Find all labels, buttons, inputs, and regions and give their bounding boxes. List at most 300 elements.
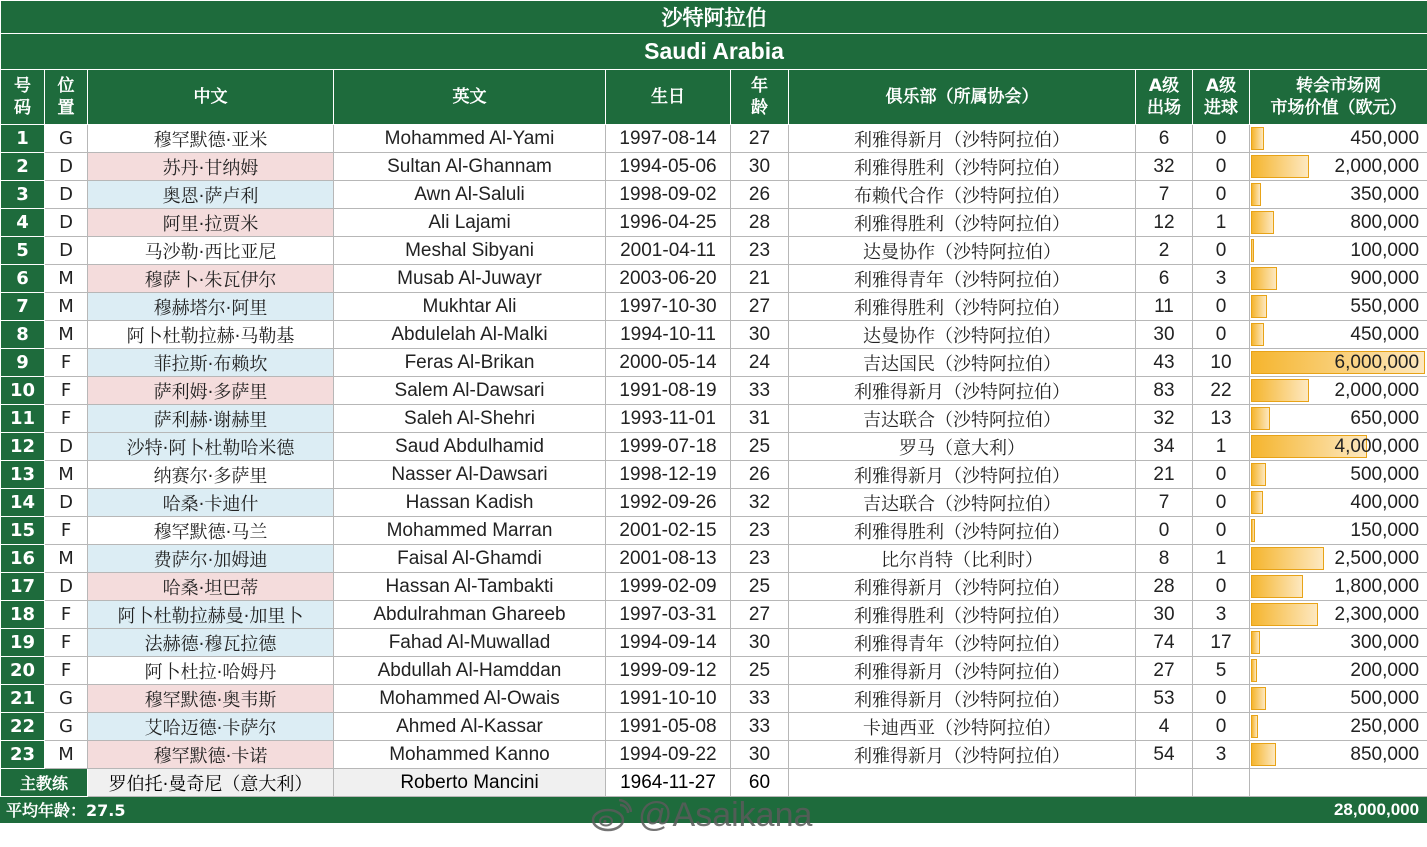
player-name-cn: 穆罕默德·奥韦斯 [88,685,334,713]
player-age: 33 [731,377,789,405]
player-market-value [1250,293,1427,321]
market-value-bar [1251,547,1324,570]
player-name-cn: 阿卜杜勒拉赫曼·加里卜 [88,601,334,629]
player-caps: 2 [1136,237,1193,265]
player-row [1,293,1427,321]
player-position: D [45,237,88,265]
header-market-value-line2: 市场价值（欧元） [1270,98,1407,118]
market-value-text: 400,000 [1350,491,1420,513]
player-caps: 53 [1136,685,1193,713]
coach-name-en: Roberto Mancini [334,769,606,797]
player-club: 利雅得新月（沙特阿拉伯） [789,573,1136,601]
player-row [1,713,1427,741]
player-row [1,209,1427,237]
player-age: 23 [731,517,789,545]
coach-empty-cell [1193,769,1250,797]
market-value-bar [1251,239,1254,262]
player-market-value [1250,237,1427,265]
market-value-bar [1251,491,1263,514]
player-club: 利雅得新月（沙特阿拉伯） [789,125,1136,153]
player-number: 22 [1,713,45,741]
player-birthdate: 1994-09-14 [606,629,731,657]
player-goals: 0 [1193,713,1250,741]
player-name-cn: 费萨尔·加姆迪 [88,545,334,573]
player-market-value [1250,265,1427,293]
player-name-en: Abdulelah Al-Malki [334,321,606,349]
player-age: 30 [731,629,789,657]
player-goals: 1 [1193,433,1250,461]
player-age: 33 [731,685,789,713]
player-goals: 10 [1193,349,1250,377]
player-goals: 17 [1193,629,1250,657]
player-age: 28 [731,209,789,237]
header-number: 号码 [1,70,45,125]
player-caps: 32 [1136,153,1193,181]
player-birthdate: 1998-12-19 [606,461,731,489]
title-row-cn [1,1,1427,34]
player-row [1,405,1427,433]
player-club: 利雅得青年（沙特阿拉伯） [789,265,1136,293]
player-birthdate: 1991-08-19 [606,377,731,405]
player-age: 27 [731,293,789,321]
player-position: D [45,489,88,517]
player-name-cn: 纳赛尔·多萨里 [88,461,334,489]
player-club: 吉达联合（沙特阿拉伯） [789,405,1136,433]
player-birthdate: 1994-05-06 [606,153,731,181]
player-number: 13 [1,461,45,489]
player-position: M [45,265,88,293]
player-market-value [1250,489,1427,517]
market-value-bar [1251,407,1270,430]
player-age: 30 [731,321,789,349]
player-birthdate: 2001-02-15 [606,517,731,545]
player-position: G [45,713,88,741]
player-club: 利雅得胜利（沙特阿拉伯） [789,153,1136,181]
player-position: F [45,601,88,629]
player-goals: 3 [1193,741,1250,769]
player-age: 23 [731,545,789,573]
coach-empty-cell [789,769,1136,797]
market-value-text: 100,000 [1350,239,1420,261]
player-name-en: Awn Al-Saluli [334,181,606,209]
player-age: 30 [731,741,789,769]
market-value-text: 2,000,000 [1334,155,1420,177]
player-row [1,265,1427,293]
player-goals: 0 [1193,517,1250,545]
player-name-cn: 阿里·拉贾米 [88,209,334,237]
player-birthdate: 1999-02-09 [606,573,731,601]
average-age: 平均年龄：27.5 [1,797,731,823]
player-name-cn: 沙特·阿卜杜勒哈米德 [88,433,334,461]
player-club: 利雅得胜利（沙特阿拉伯） [789,517,1136,545]
player-market-value [1250,629,1427,657]
player-position: M [45,741,88,769]
player-goals: 5 [1193,657,1250,685]
player-position: M [45,321,88,349]
player-row [1,461,1427,489]
player-caps: 4 [1136,713,1193,741]
player-row [1,517,1427,545]
player-birthdate: 1997-08-14 [606,125,731,153]
player-name-cn: 苏丹·甘纳姆 [88,153,334,181]
player-caps: 54 [1136,741,1193,769]
player-name-cn: 奥恩·萨卢利 [88,181,334,209]
player-age: 31 [731,405,789,433]
player-caps: 34 [1136,433,1193,461]
player-number: 23 [1,741,45,769]
player-name-cn: 萨利姆·多萨里 [88,377,334,405]
player-birthdate: 1992-09-26 [606,489,731,517]
player-name-en: Ali Lajami [334,209,606,237]
player-caps: 0 [1136,517,1193,545]
header-goals: A级进球 [1193,70,1250,125]
player-name-cn: 穆罕默德·亚米 [88,125,334,153]
coach-name-cn: 罗伯托·曼奇尼（意大利） [88,769,334,797]
player-birthdate: 1994-09-22 [606,741,731,769]
player-caps: 8 [1136,545,1193,573]
player-market-value [1250,321,1427,349]
player-name-cn: 哈桑·坦巴蒂 [88,573,334,601]
player-name-cn: 阿卜杜拉·哈姆丹 [88,657,334,685]
player-birthdate: 1997-03-31 [606,601,731,629]
player-name-en: Fahad Al-Muwallad [334,629,606,657]
market-value-text: 500,000 [1350,463,1420,485]
player-name-cn: 艾哈迈德·卡萨尔 [88,713,334,741]
player-market-value [1250,741,1427,769]
player-name-en: Mukhtar Ali [334,293,606,321]
player-age: 26 [731,181,789,209]
player-birthdate: 1994-10-11 [606,321,731,349]
player-name-cn: 穆罕默德·马兰 [88,517,334,545]
title-row-en [1,34,1427,70]
player-goals: 0 [1193,489,1250,517]
player-market-value [1250,405,1427,433]
player-birthdate: 1999-07-18 [606,433,731,461]
coach-label: 主教练 [1,769,88,797]
player-name-en: Feras Al-Brikan [334,349,606,377]
player-caps: 12 [1136,209,1193,237]
player-name-en: Mohammed Al-Yami [334,125,606,153]
player-name-en: Ahmed Al-Kassar [334,713,606,741]
player-goals: 13 [1193,405,1250,433]
market-value-bar [1251,463,1266,486]
player-caps: 21 [1136,461,1193,489]
player-caps: 27 [1136,657,1193,685]
player-market-value [1250,601,1427,629]
coach-age: 60 [731,769,789,797]
player-market-value [1250,209,1427,237]
player-row [1,601,1427,629]
player-row [1,629,1427,657]
player-row [1,349,1427,377]
header-birthdate: 生日 [606,70,731,125]
player-position: F [45,377,88,405]
player-caps: 30 [1136,601,1193,629]
player-age: 25 [731,657,789,685]
player-row [1,377,1427,405]
watermark-handle: @Asaikana [638,796,813,834]
player-number: 12 [1,433,45,461]
player-row [1,153,1427,181]
weibo-logo-icon [590,799,632,833]
player-name-en: Musab Al-Juwayr [334,265,606,293]
player-caps: 43 [1136,349,1193,377]
market-value-text: 150,000 [1350,519,1420,541]
player-market-value [1250,573,1427,601]
market-value-text: 850,000 [1350,743,1420,765]
player-position: G [45,685,88,713]
header-chinese-name: 中文 [88,70,334,125]
player-caps: 11 [1136,293,1193,321]
market-value-text: 6,000,000 [1334,351,1420,373]
player-caps: 6 [1136,265,1193,293]
player-club: 达曼协作（沙特阿拉伯） [789,321,1136,349]
player-club: 利雅得胜利（沙特阿拉伯） [789,293,1136,321]
player-number: 21 [1,685,45,713]
player-position: D [45,573,88,601]
player-position: G [45,125,88,153]
player-caps: 74 [1136,629,1193,657]
player-name-en: Salem Al-Dawsari [334,377,606,405]
player-market-value [1250,545,1427,573]
player-caps: 28 [1136,573,1193,601]
player-row [1,321,1427,349]
player-position: F [45,349,88,377]
player-club: 比尔肖特（比利时） [789,545,1136,573]
market-value-text: 500,000 [1350,687,1420,709]
player-goals: 0 [1193,573,1250,601]
player-club: 吉达联合（沙特阿拉伯） [789,489,1136,517]
market-value-bar [1251,155,1309,178]
market-value-text: 450,000 [1350,323,1420,345]
player-name-cn: 哈桑·卡迪什 [88,489,334,517]
player-position: M [45,461,88,489]
market-value-text: 1,800,000 [1334,575,1420,597]
player-age: 33 [731,713,789,741]
player-name-en: Mohammed Al-Owais [334,685,606,713]
player-number: 4 [1,209,45,237]
player-birthdate: 1991-05-08 [606,713,731,741]
player-market-value [1250,377,1427,405]
player-birthdate: 1999-09-12 [606,657,731,685]
player-row [1,237,1427,265]
market-value-text: 2,300,000 [1334,603,1420,625]
player-market-value [1250,153,1427,181]
player-name-en: Hassan Al-Tambakti [334,573,606,601]
header-english-name: 英文 [334,70,606,125]
player-market-value [1250,125,1427,153]
player-number: 1 [1,125,45,153]
player-number: 2 [1,153,45,181]
player-club: 利雅得新月（沙特阿拉伯） [789,685,1136,713]
player-row [1,125,1427,153]
header-age: 年龄 [731,70,789,125]
header-position: 位置 [45,70,88,125]
market-value-text: 2,500,000 [1334,547,1420,569]
player-name-cn: 菲拉斯·布赖坎 [88,349,334,377]
player-row [1,573,1427,601]
total-market-value: 28,000,000 [1250,797,1427,823]
player-position: F [45,517,88,545]
player-number: 8 [1,321,45,349]
player-number: 16 [1,545,45,573]
player-name-en: Saleh Al-Shehri [334,405,606,433]
player-name-cn: 阿卜杜勒拉赫·马勒基 [88,321,334,349]
player-caps: 7 [1136,181,1193,209]
player-number: 18 [1,601,45,629]
header-market-value [1250,70,1427,125]
market-value-text: 4,000,000 [1334,435,1420,457]
player-market-value [1250,685,1427,713]
market-value-bar [1251,379,1309,402]
player-number: 3 [1,181,45,209]
player-goals: 22 [1193,377,1250,405]
player-market-value [1250,657,1427,685]
player-birthdate: 2000-05-14 [606,349,731,377]
market-value-bar [1251,183,1261,206]
player-name-cn: 马沙勒·西比亚尼 [88,237,334,265]
market-value-bar [1251,603,1318,626]
player-number: 15 [1,517,45,545]
market-value-text: 250,000 [1350,715,1420,737]
team-title-cn: 沙特阿拉伯 [1,1,1427,34]
player-row [1,545,1427,573]
player-number: 17 [1,573,45,601]
player-position: M [45,293,88,321]
player-name-en: Hassan Kadish [334,489,606,517]
player-name-cn: 穆赫塔尔·阿里 [88,293,334,321]
player-club: 利雅得新月（沙特阿拉伯） [789,461,1136,489]
player-number: 11 [1,405,45,433]
player-name-cn: 穆罕默德·卡诺 [88,741,334,769]
player-goals: 0 [1193,181,1250,209]
player-position: D [45,433,88,461]
player-goals: 0 [1193,685,1250,713]
player-caps: 32 [1136,405,1193,433]
player-name-cn: 穆萨卜·朱瓦伊尔 [88,265,334,293]
player-market-value [1250,181,1427,209]
market-value-text: 2,000,000 [1334,379,1420,401]
player-club: 利雅得青年（沙特阿拉伯） [789,629,1136,657]
header-market-value-line1: 转会市场网 [1296,76,1382,96]
player-goals: 0 [1193,125,1250,153]
player-number: 6 [1,265,45,293]
market-value-text: 300,000 [1350,631,1420,653]
player-goals: 3 [1193,265,1250,293]
player-number: 7 [1,293,45,321]
player-age: 24 [731,349,789,377]
market-value-text: 550,000 [1350,295,1420,317]
market-value-text: 900,000 [1350,267,1420,289]
player-name-en: Saud Abdulhamid [334,433,606,461]
player-age: 23 [731,237,789,265]
player-market-value [1250,713,1427,741]
player-row [1,657,1427,685]
player-club: 利雅得胜利（沙特阿拉伯） [789,601,1136,629]
player-goals: 0 [1193,237,1250,265]
player-club: 利雅得新月（沙特阿拉伯） [789,657,1136,685]
player-age: 26 [731,461,789,489]
player-goals: 0 [1193,293,1250,321]
market-value-bar [1251,687,1266,710]
player-name-cn: 法赫德·穆瓦拉德 [88,629,334,657]
player-birthdate: 2001-08-13 [606,545,731,573]
player-birthdate: 1996-04-25 [606,209,731,237]
player-position: F [45,405,88,433]
player-market-value [1250,461,1427,489]
player-name-en: Mohammed Marran [334,517,606,545]
player-number: 14 [1,489,45,517]
player-birthdate: 1991-10-10 [606,685,731,713]
header-club: 俱乐部（所属协会） [789,70,1136,125]
market-value-bar [1251,267,1277,290]
team-title-en: Saudi Arabia [1,34,1427,70]
player-age: 27 [731,601,789,629]
market-value-text: 450,000 [1350,127,1420,149]
market-value-text: 800,000 [1350,211,1420,233]
player-caps: 83 [1136,377,1193,405]
player-club: 利雅得新月（沙特阿拉伯） [789,741,1136,769]
player-birthdate: 1997-10-30 [606,293,731,321]
market-value-bar [1251,715,1258,738]
market-value-bar [1251,519,1255,542]
player-market-value [1250,517,1427,545]
player-age: 25 [731,573,789,601]
player-age: 21 [731,265,789,293]
header-row [1,70,1427,125]
market-value-bar [1251,659,1257,682]
player-birthdate: 1993-11-01 [606,405,731,433]
coach-empty-cell [1136,769,1193,797]
player-club: 达曼协作（沙特阿拉伯） [789,237,1136,265]
player-goals: 3 [1193,601,1250,629]
player-age: 25 [731,433,789,461]
player-position: F [45,629,88,657]
player-position: D [45,209,88,237]
player-caps: 30 [1136,321,1193,349]
player-name-en: Mohammed Kanno [334,741,606,769]
player-club: 吉达国民（沙特阿拉伯） [789,349,1136,377]
player-row [1,181,1427,209]
player-row [1,433,1427,461]
player-age: 32 [731,489,789,517]
player-birthdate: 1998-09-02 [606,181,731,209]
market-value-bar [1251,295,1267,318]
market-value-text: 350,000 [1350,183,1420,205]
player-position: D [45,153,88,181]
player-goals: 0 [1193,321,1250,349]
market-value-text: 200,000 [1350,659,1420,681]
coach-empty-cell [1250,769,1427,797]
watermark [590,796,812,835]
player-age: 30 [731,153,789,181]
player-name-en: Faisal Al-Ghamdi [334,545,606,573]
player-name-cn: 萨利赫·谢赫里 [88,405,334,433]
header-caps: A级出场 [1136,70,1193,125]
market-value-bar [1251,631,1260,654]
player-number: 19 [1,629,45,657]
coach-birthdate: 1964-11-27 [606,769,731,797]
market-value-text: 650,000 [1350,407,1420,429]
market-value-bar [1251,211,1274,234]
player-row [1,489,1427,517]
market-value-bar [1251,575,1303,598]
player-caps: 7 [1136,489,1193,517]
player-number: 10 [1,377,45,405]
player-market-value [1250,433,1427,461]
player-goals: 1 [1193,209,1250,237]
player-row [1,685,1427,713]
